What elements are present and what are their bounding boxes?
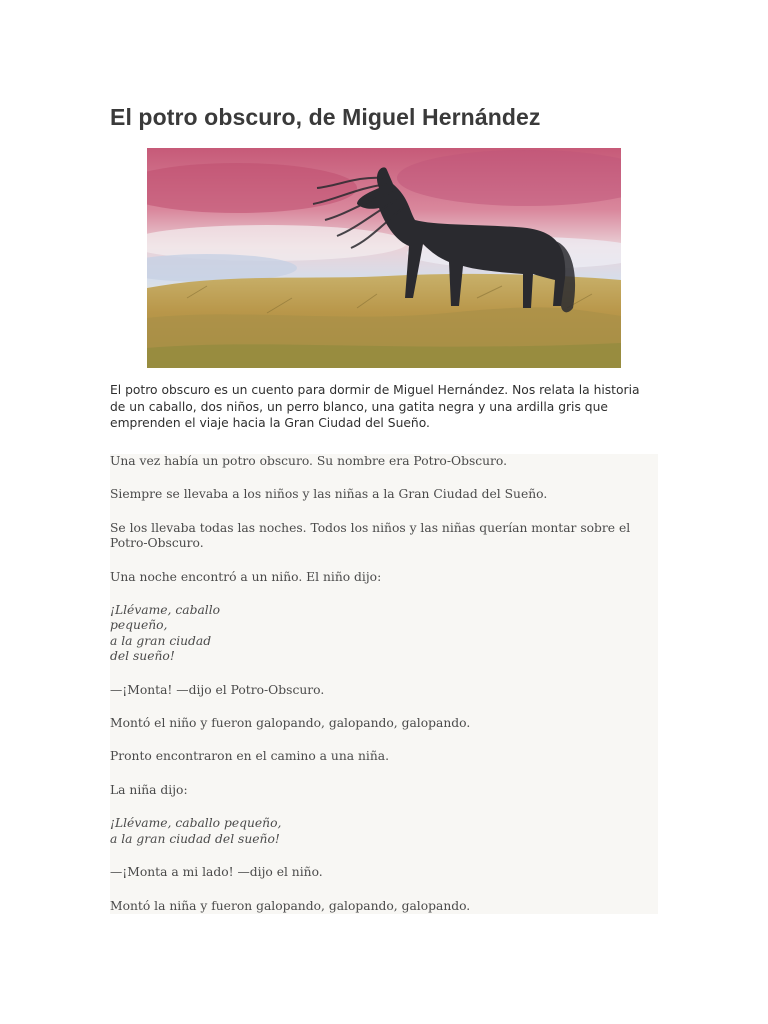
black-horse-icon (147, 148, 621, 368)
story-paragraph: Una noche encontró a un niño. El niño dijo: (110, 569, 382, 584)
story-paragraph: —¡Monta! —dijo el Potro-Obscuro. (110, 682, 325, 697)
horse-illustration (147, 148, 621, 368)
story-paragraph: La niña dijo: (110, 782, 188, 797)
story-text (110, 454, 658, 914)
story-paragraph: Una vez había un potro obscuro. Su nombre era Potro-Obscuro. (110, 454, 508, 468)
story-verse: ¡Llévame, caballo pequeño, a la gran ciudad del sueño! (110, 816, 282, 846)
story-paragraph: —¡Monta a mi lado! —dijo el niño. (110, 865, 323, 880)
story-paragraph: Siempre se llevaba a los niños y las niñas a la Gran Ciudad del Sueño. (110, 487, 548, 502)
story-paragraph: Se los llevaba todas las noches. Todos los niños y las niñas querían montar sobre el Potro-Obscuro. (110, 520, 631, 551)
story-paragraph: Pronto encontraron en el camino a una niña. (110, 749, 389, 764)
story-paragraph: Montó el niño y fueron galopando, galopando, galopando. (110, 716, 471, 731)
story-verse: ¡Llévame, caballo pequeño, a la gran ciudad del sueño! (110, 603, 221, 664)
story-paragraph: Montó la niña y fueron galopando, galopando, galopando. (110, 898, 471, 913)
page-title: El potro obscuro, de Miguel Hernández (110, 104, 541, 130)
intro-paragraph: El potro obscuro es un cuento para dormir de Miguel Hernández. Nos relata la historia de un caballo, dos niños, un perro blanco, una gatita negra y una ardilla gris que emprenden el viaje hacia la Gran Ciudad del Sueño. (110, 383, 640, 431)
